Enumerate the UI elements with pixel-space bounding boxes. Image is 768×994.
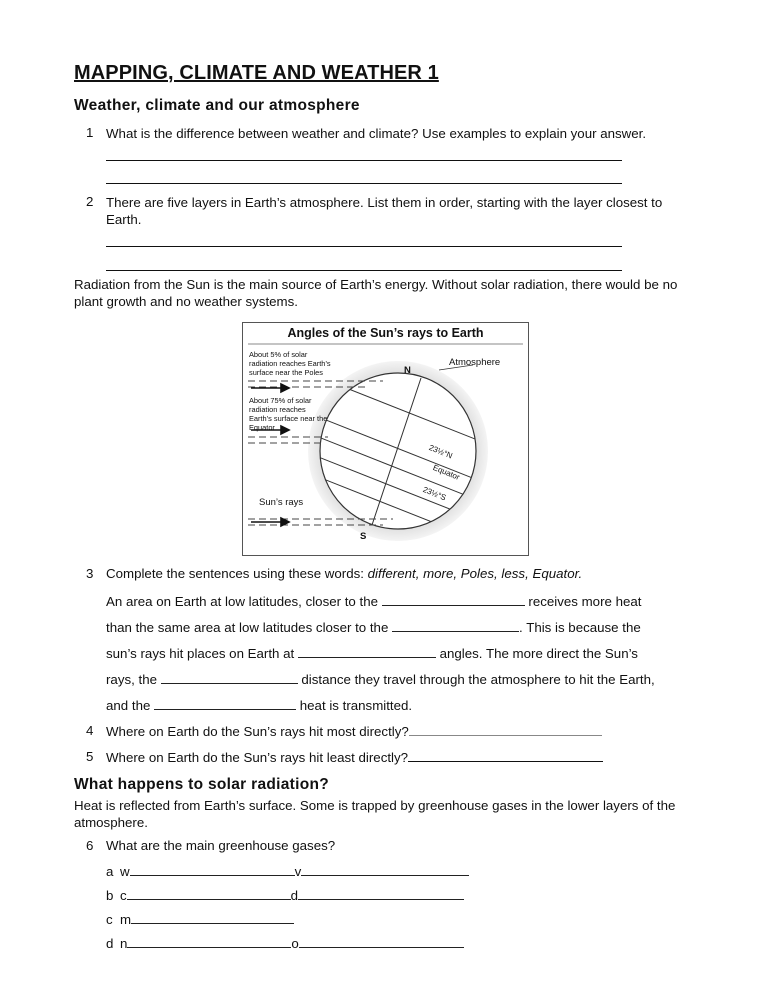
section-2-intro: Heat is reflected from Earth’s surface. Some is trapped by greenhouse gases in the lower layers of the atmosphere. [74,798,676,830]
question-number-6: 6 [86,838,94,853]
row-label: d [106,936,114,951]
question-number-2: 2 [86,194,94,209]
answer-line[interactable] [106,183,622,184]
section-heading-weather: Weather, climate and our atmosphere [74,97,360,114]
label-lat-south: 23½°S [421,485,448,503]
gas-row-a [106,863,469,879]
gas-blank[interactable] [301,863,469,876]
fill-blank[interactable] [392,619,519,632]
gas-blank[interactable] [298,887,464,900]
word-bank: different, more, Poles, less, Equator. [367,566,583,581]
question-6-text: What are the main greenhouse gases? [106,838,336,853]
question-4-text: Where on Earth do the Sun’s rays hit most directly? [106,724,409,739]
label-lat-north: 23½°N [427,443,454,461]
sentence-3 [106,645,696,661]
label-north: N [404,365,411,376]
label-suns-rays: Sun’s rays [259,497,304,508]
sentence-text: . This is because the [519,620,641,635]
intro-paragraph: Radiation from the Sun is the main source of Earth’s energy. Without solar radiation, there would be no plant growth and no weather systems. [74,277,678,309]
gas-initial: m [120,912,132,927]
diagram-title: Angles of the Sun’s rays to Earth [287,326,484,340]
gas-initial: o [291,936,299,951]
page-title: MAPPING, CLIMATE AND WEATHER 1 [74,62,439,84]
answer-line[interactable] [106,270,622,271]
prompt-text: Complete the sentences using these words: [106,566,368,581]
question-number-4: 4 [86,723,94,738]
question-4 [106,723,602,739]
row-label: b [106,888,114,903]
sentence-5 [106,697,696,713]
gas-initial: c [120,888,127,903]
row-label: c [106,912,113,927]
row-label: a [106,864,114,879]
sentence-text: rays, the [106,672,161,687]
sun-rays-diagram [242,322,529,556]
gas-initial: d [290,888,299,903]
sentence-text: heat is transmitted. [296,698,413,713]
answer-line[interactable] [106,160,622,161]
question-number-3: 3 [86,566,94,581]
answer-blank[interactable] [408,749,603,762]
sentence-text: and the [106,698,155,713]
question-number-5: 5 [86,749,94,764]
question-3-prompt [106,566,706,581]
note-poles: About 5% of solar radiation reaches Earth’s surface near the Poles [249,350,331,377]
sentence-2 [106,619,696,635]
answer-blank[interactable] [409,723,602,736]
fill-blank[interactable] [298,645,436,658]
question-1-text: What is the difference between weather and climate? Use examples to explain your answer. [106,126,647,141]
sentence-1 [106,593,696,609]
question-number-1: 1 [86,125,94,140]
gas-blank[interactable] [127,935,291,948]
gas-initial: w [120,864,130,879]
fill-blank[interactable] [161,671,298,684]
gas-initial: n [120,936,128,951]
gas-initial: v [294,864,302,879]
note-equator: About 75% of solar radiation reaches Earth’s surface near the Equator [249,396,328,432]
question-5 [106,749,603,765]
section-heading-solar: What happens to solar radiation? [74,776,330,793]
gas-blank[interactable] [299,935,464,948]
sentence-text: sun’s rays hit places on Earth at [106,646,298,661]
sentence-text: angles. The more direct the Sun’s [435,646,638,661]
gas-blank[interactable] [130,863,295,876]
sentence-text: distance they travel through the atmosphere to hit the Earth, [297,672,655,687]
label-south: S [360,531,367,542]
answer-line[interactable] [106,246,622,247]
fill-blank[interactable] [382,593,525,606]
gas-blank[interactable] [131,911,294,924]
sentence-text: than the same area at low latitudes closer to the [106,620,393,635]
question-5-text: Where on Earth do the Sun’s rays hit least directly? [106,750,409,765]
label-atmosphere: Atmosphere [449,357,501,368]
label-equator: Equator [431,463,461,482]
sentence-text: An area on Earth at low latitudes, closer to the [106,594,382,609]
fill-blank[interactable] [154,697,296,710]
gas-blank[interactable] [127,887,291,900]
gas-row-b [106,887,464,903]
gas-row-c [106,911,294,927]
sentence-text: receives more heat [524,594,642,609]
sentence-4 [106,671,696,687]
question-2-text: There are five layers in Earth’s atmosphere. List them in order, starting with the layer closest to Earth. [106,195,663,227]
gas-row-d [106,935,464,951]
